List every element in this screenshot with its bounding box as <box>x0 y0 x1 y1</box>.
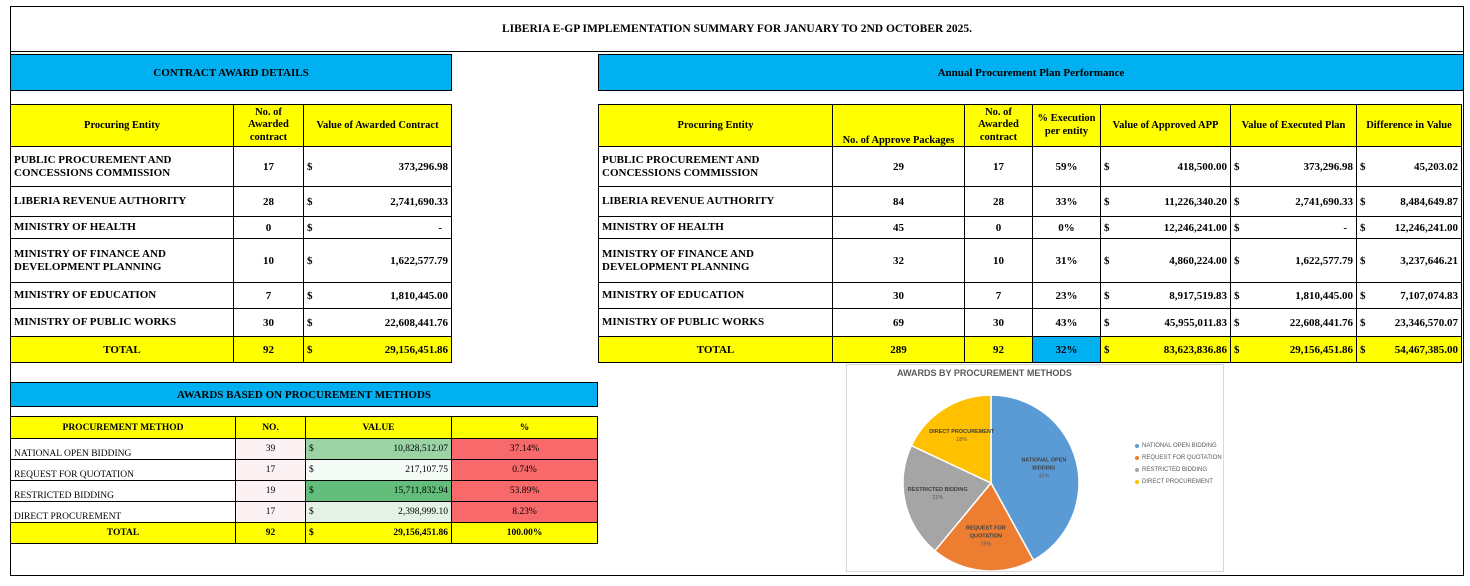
total-label: TOTAL <box>11 337 234 363</box>
legend-label: NATIONAL OPEN BIDDING <box>1142 443 1217 449</box>
method-row <box>11 502 598 523</box>
value-cell: 217,107.75 <box>405 465 448 475</box>
currency-symbol: $ <box>1360 316 1366 329</box>
currency-symbol: $ <box>307 289 313 302</box>
currency-symbol: $ <box>309 528 314 538</box>
currency-symbol: $ <box>1104 160 1110 173</box>
currency-symbol: $ <box>307 195 313 208</box>
diff-cell: 7,107,074.83 <box>1400 289 1458 302</box>
approved-cell: 4,860,224.00 <box>1169 254 1227 267</box>
pct-cell: 53.89% <box>452 481 598 502</box>
approved-cell: 45,955,011.83 <box>1164 316 1227 329</box>
entity-cell: MINISTRY OF HEALTH <box>599 217 833 239</box>
currency-symbol: $ <box>1234 254 1240 267</box>
total-approved: 83,623,836.86 <box>1163 343 1227 356</box>
count-cell: 7 <box>234 283 304 309</box>
header-awarded-value: Value of Awarded Contract <box>304 105 452 147</box>
app-row <box>599 147 1462 187</box>
entity-cell: LIBERIA REVENUE AUTHORITY <box>11 187 234 217</box>
value-cell: - <box>438 221 442 234</box>
no-cell: 39 <box>236 439 306 460</box>
entity-cell: PUBLIC PROCUREMENT AND CONCESSIONS COMMISSION <box>599 147 833 187</box>
pct-cell: 31% <box>1033 239 1101 283</box>
legend-item <box>1135 443 1222 449</box>
awarded-cell: 7 <box>965 283 1033 309</box>
method-cell: NATIONAL OPEN BIDDING <box>11 439 236 460</box>
app-row <box>599 217 1462 239</box>
app-row <box>599 239 1462 283</box>
currency-symbol: $ <box>1360 254 1366 267</box>
header-approve-packages: No. of Approve Packages <box>833 105 965 147</box>
pct-cell: 59% <box>1033 147 1101 187</box>
currency-symbol: $ <box>309 444 314 454</box>
currency-symbol: $ <box>1360 221 1366 234</box>
pie-data-label: REQUEST FOR QUOTATION 19% <box>965 525 1006 548</box>
method-row <box>11 481 598 502</box>
legend-label: DIRECT PROCUREMENT <box>1142 479 1213 485</box>
diff-cell: 8,484,649.87 <box>1400 195 1458 208</box>
entity-cell: MINISTRY OF EDUCATION <box>11 283 234 309</box>
currency-symbol: $ <box>1360 195 1366 208</box>
pie-data-label: NATIONAL OPEN BIDDING 42% <box>1021 457 1067 480</box>
legend-marker <box>1135 444 1139 448</box>
packages-cell: 30 <box>833 283 965 309</box>
pct-cell: 0.74% <box>452 460 598 481</box>
currency-symbol: $ <box>1104 254 1110 267</box>
app-row <box>599 187 1462 217</box>
awards-pie-chart <box>846 364 1224 572</box>
total-count: 92 <box>234 337 304 363</box>
executed-cell: 373,296.98 <box>1303 160 1353 173</box>
awarded-cell: 30 <box>965 309 1033 337</box>
approved-cell: 8,917,519.83 <box>1169 289 1227 302</box>
total-no: 92 <box>236 523 306 544</box>
currency-symbol: $ <box>1360 160 1366 173</box>
header-no: NO. <box>236 417 306 439</box>
packages-cell: 45 <box>833 217 965 239</box>
awarded-cell: 17 <box>965 147 1033 187</box>
entity-cell: MINISTRY OF HEALTH <box>11 217 234 239</box>
currency-symbol: $ <box>1234 343 1240 356</box>
method-row <box>11 439 598 460</box>
packages-cell: 69 <box>833 309 965 337</box>
total-diff: 54,467,385.00 <box>1394 343 1458 356</box>
currency-symbol: $ <box>1234 160 1240 173</box>
value-cell: 2,741,690.33 <box>390 195 448 208</box>
legend-item <box>1135 455 1222 461</box>
diff-cell: 45,203.02 <box>1414 160 1458 173</box>
currency-symbol: $ <box>1234 195 1240 208</box>
contract-award-table <box>10 104 452 363</box>
packages-cell: 84 <box>833 187 965 217</box>
pct-cell: 33% <box>1033 187 1101 217</box>
currency-symbol: $ <box>307 254 313 267</box>
entity-cell: MINISTRY OF PUBLIC WORKS <box>11 309 234 337</box>
legend-item <box>1135 479 1222 485</box>
no-cell: 19 <box>236 481 306 502</box>
currency-symbol: $ <box>307 221 313 234</box>
currency-symbol: $ <box>1104 316 1110 329</box>
currency-symbol: $ <box>1104 195 1110 208</box>
awarded-cell: 28 <box>965 187 1033 217</box>
header-awarded-count: No. of Awarded contract <box>234 105 304 147</box>
legend-label: REQUEST FOR QUOTATION <box>1142 455 1222 461</box>
currency-symbol: $ <box>1360 289 1366 302</box>
pct-cell: 23% <box>1033 283 1101 309</box>
entity-cell: MINISTRY OF PUBLIC WORKS <box>599 309 833 337</box>
header-awarded-count: No. of Awarded contract <box>965 105 1033 147</box>
legend-label: RESTRICTED BIDDING <box>1142 467 1208 473</box>
header-approved-app: Value of Approved APP <box>1101 105 1231 147</box>
currency-symbol: $ <box>309 465 314 475</box>
currency-symbol: $ <box>307 160 313 173</box>
currency-symbol: $ <box>309 486 314 496</box>
count-cell: 10 <box>234 239 304 283</box>
currency-symbol: $ <box>1234 316 1240 329</box>
entity-cell: PUBLIC PROCUREMENT AND CONCESSIONS COMMISSION <box>11 147 234 187</box>
chart-title: AWARDS BY PROCUREMENT METHODS <box>897 368 1072 378</box>
header-pct: % <box>452 417 598 439</box>
currency-symbol: $ <box>1104 221 1110 234</box>
entity-cell: MINISTRY OF EDUCATION <box>599 283 833 309</box>
executed-cell: 1,810,445.00 <box>1295 289 1353 302</box>
currency-symbol: $ <box>1234 289 1240 302</box>
diff-cell: 23,346,570.07 <box>1394 316 1458 329</box>
total-packages: 289 <box>833 337 965 363</box>
currency-symbol: $ <box>1360 343 1366 356</box>
currency-symbol: $ <box>1234 221 1240 234</box>
pie-data-label: RESTRICTED BIDDING 21% <box>907 486 968 501</box>
awarded-cell: 0 <box>965 217 1033 239</box>
approved-cell: 418,500.00 <box>1177 160 1227 173</box>
total-value: 29,156,451.86 <box>393 528 448 538</box>
method-row <box>11 460 598 481</box>
count-cell: 30 <box>234 309 304 337</box>
executed-cell: 22,608,441.76 <box>1289 316 1353 329</box>
value-cell: 10,828,512.07 <box>393 444 448 454</box>
header-value: VALUE <box>306 417 452 439</box>
header-procuring-entity: Procuring Entity <box>599 105 833 147</box>
currency-symbol: $ <box>1104 343 1110 356</box>
legend-marker <box>1135 456 1139 460</box>
value-cell: 1,810,445.00 <box>390 289 448 302</box>
value-cell: 15,711,832.94 <box>393 486 448 496</box>
executed-cell: 2,741,690.33 <box>1295 195 1353 208</box>
approved-cell: 11,226,340.20 <box>1164 195 1227 208</box>
diff-cell: 3,237,646.21 <box>1400 254 1458 267</box>
total-executed: 29,156,451.86 <box>1289 343 1353 356</box>
count-cell: 0 <box>234 217 304 239</box>
packages-cell: 29 <box>833 147 965 187</box>
no-cell: 17 <box>236 460 306 481</box>
method-cell: REQUEST FOR QUOTATION <box>11 460 236 481</box>
count-cell: 28 <box>234 187 304 217</box>
pct-cell: 43% <box>1033 309 1101 337</box>
procurement-methods-band: AWARDS BASED ON PROCUREMENT METHODS <box>10 382 598 407</box>
entity-cell: MINISTRY OF FINANCE AND DEVELOPMENT PLANNING <box>11 239 234 283</box>
app-row <box>599 309 1462 337</box>
total-label: TOTAL <box>11 523 236 544</box>
currency-symbol: $ <box>309 507 314 517</box>
method-cell: RESTRICTED BIDDING <box>11 481 236 502</box>
legend-item <box>1135 467 1222 473</box>
diff-cell: 12,246,241.00 <box>1394 221 1458 234</box>
legend-marker <box>1135 480 1139 484</box>
executed-cell: - <box>1343 221 1347 234</box>
pct-cell: 8.23% <box>452 502 598 523</box>
total-label: TOTAL <box>599 337 833 363</box>
no-cell: 17 <box>236 502 306 523</box>
chart-legend <box>1135 443 1222 491</box>
value-cell: 1,622,577.79 <box>390 254 448 267</box>
pct-cell: 0% <box>1033 217 1101 239</box>
value-cell: 22,608,441.76 <box>384 316 448 329</box>
method-cell: DIRECT PROCUREMENT <box>11 502 236 523</box>
currency-symbol: $ <box>307 316 313 329</box>
header-difference: Difference in Value <box>1357 105 1462 147</box>
executed-cell: 1,622,577.79 <box>1295 254 1353 267</box>
header-procuring-entity: Procuring Entity <box>11 105 234 147</box>
currency-symbol: $ <box>307 343 313 356</box>
legend-marker <box>1135 468 1139 472</box>
header-method: PROCUREMENT METHOD <box>11 417 236 439</box>
total-pct: 100.00% <box>452 523 598 544</box>
count-cell: 17 <box>234 147 304 187</box>
pct-cell: 37.14% <box>452 439 598 460</box>
currency-symbol: $ <box>1104 289 1110 302</box>
value-cell: 373,296.98 <box>398 160 448 173</box>
pie-data-label: DIRECT PROCUREMENT 18% <box>929 428 995 443</box>
app-performance-table <box>598 104 1462 363</box>
packages-cell: 32 <box>833 239 965 283</box>
app-row <box>599 283 1462 309</box>
header-executed-plan: Value of Executed Plan <box>1231 105 1357 147</box>
entity-cell: LIBERIA REVENUE AUTHORITY <box>599 187 833 217</box>
total-value: 29,156,451.86 <box>384 343 448 356</box>
total-awarded: 92 <box>965 337 1033 363</box>
contract-award-band: CONTRACT AWARD DETAILS <box>10 54 452 91</box>
value-cell: 2,398,999.10 <box>398 507 448 517</box>
entity-cell: MINISTRY OF FINANCE AND DEVELOPMENT PLANNING <box>599 239 833 283</box>
total-pct: 32% <box>1033 337 1101 363</box>
app-performance-band: Annual Procurement Plan Performance <box>598 54 1464 91</box>
header-execution-pct: % Execution per entity <box>1033 105 1101 147</box>
procurement-methods-table <box>10 416 598 544</box>
report-title: LIBERIA E-GP IMPLEMENTATION SUMMARY FOR JANUARY TO 2ND OCTOBER 2025. <box>10 6 1464 52</box>
approved-cell: 12,246,241.00 <box>1163 221 1227 234</box>
awarded-cell: 10 <box>965 239 1033 283</box>
